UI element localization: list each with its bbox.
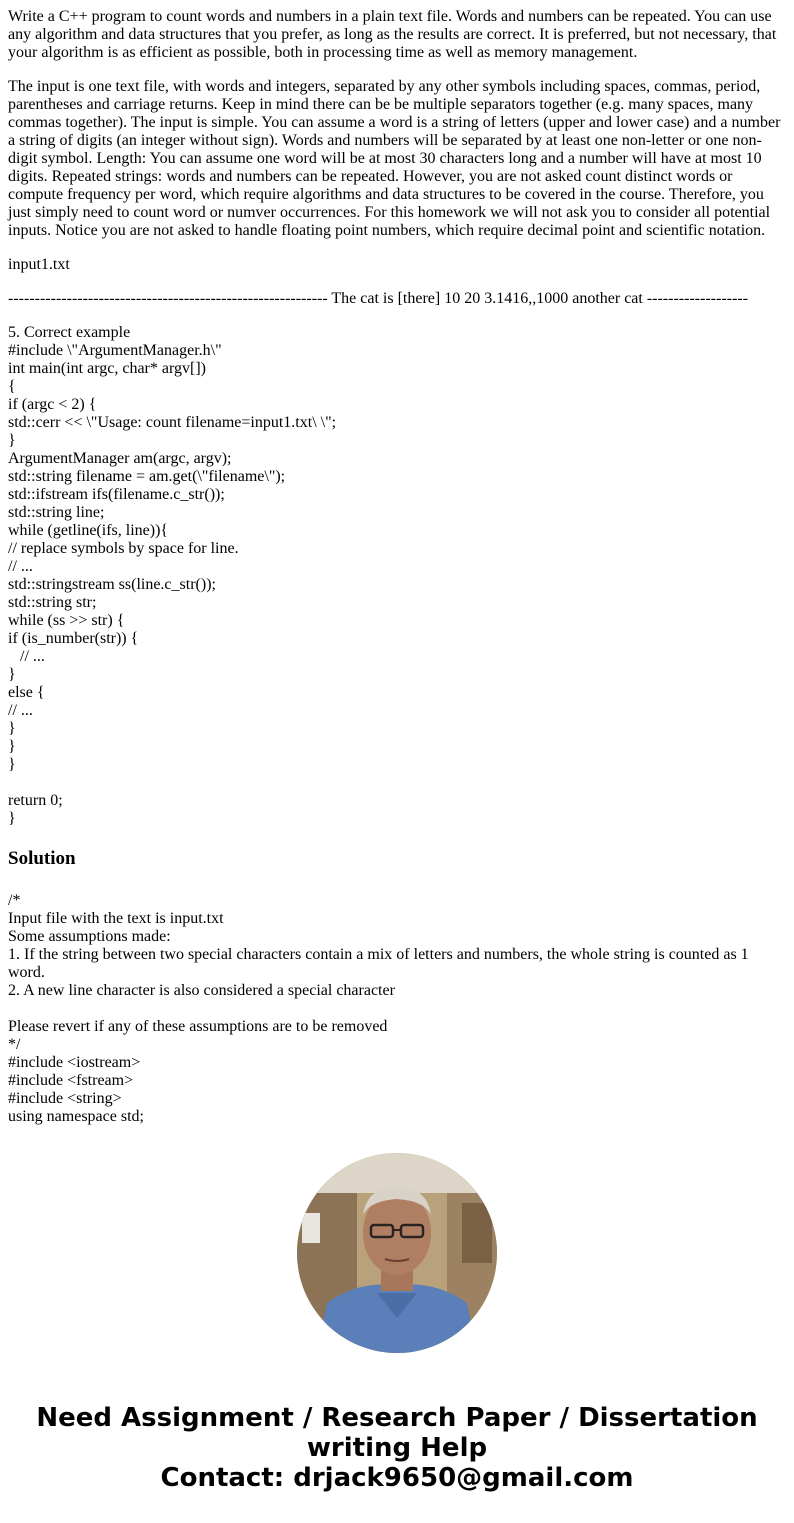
code-line: } [8, 756, 16, 773]
solution-line: #include <fstream> [8, 1072, 134, 1089]
code-line: else { [8, 684, 45, 701]
code-line: std::string line; [8, 504, 105, 521]
question-paragraph-2: The input is one text file, with words and integers, separated by any other symbols including spaces, commas, period, parentheses and carriage returns. Keep in mind there can be be multiple separators together (e.g. many spaces, many commas together). The input is simple. You can assume a word is a string of letters (upper and lower case) and a number a string of digits (an integer without sign). Words and numbers will be separated by at least one non-letter or one non-digit symbol. Length: You can assume one word will be at most 30 characters long and a number will have at most 10 digits. Repeated strings: words and numbers can be repeated. However, you are not asked count distinct words or compute frequency per word, which require algorithms and data structures to be covered in the course. Therefore, you just simply need to count word or numver occurrences. For this homework we will not ask you to consider all potential inputs. Notice you are not asked to handle floating point numbers, which require decimal point and scientific notation. [8, 78, 781, 239]
solution-line: #include <iostream> [8, 1054, 141, 1071]
code-line: // ... [8, 702, 33, 719]
solution-code-block [8, 892, 786, 1126]
code-line: std::string filename = am.get(\"filename\"); [8, 468, 286, 485]
example-code-block [8, 324, 786, 828]
contact-banner [0, 1403, 794, 1493]
code-line: std::ifstream ifs(filename.c_str()); [8, 486, 225, 503]
code-line: } [8, 432, 16, 449]
code-line: 5. Correct example [8, 324, 131, 341]
solution-line: using namespace std; [8, 1108, 144, 1125]
input-filename: input1.txt [8, 256, 70, 273]
banner-line-1: Need Assignment / Research Paper / Dissertation writing Help [36, 1403, 758, 1463]
solution-line: Some assumptions made: [8, 928, 171, 945]
code-line: return 0; [8, 792, 63, 809]
code-line: } [8, 720, 16, 737]
code-line: std::string str; [8, 594, 97, 611]
banner-line-2: Contact: drjack9650@gmail.com [160, 1463, 634, 1493]
code-line: std::cerr << \"Usage: count filename=input1.txt\ \"; [8, 414, 337, 431]
code-line: } [8, 666, 16, 683]
code-line: { [8, 378, 16, 395]
author-photo-image [297, 1153, 497, 1353]
code-line: #include \"ArgumentManager.h\" [8, 342, 222, 359]
code-line: if (argc < 2) { [8, 396, 97, 413]
code-line: if (is_number(str)) { [8, 630, 139, 647]
solution-line: #include <string> [8, 1090, 122, 1107]
solution-line: */ [8, 1036, 21, 1053]
solution-heading: Solution [8, 848, 76, 869]
code-line: ArgumentManager am(argc, argv); [8, 450, 232, 467]
code-line: } [8, 738, 16, 755]
solution-line: 2. A new line character is also considered a special character [8, 982, 395, 999]
question-paragraph-1: Write a C++ program to count words and numbers in a plain text file. Words and numbers can be repeated. You can use any algorithm and data structures that you prefer, as long as the results are correct. It is preferred, but not necessary, that your algorithm is as efficient as possible, both in processing time as well as memory management. [8, 8, 777, 61]
code-line: std::stringstream ss(line.c_str()); [8, 576, 216, 593]
solution-line: /* [8, 892, 21, 909]
solution-line: 1. If the string between two special characters contain a mix of letters and numbers, the whole string is counted as 1 word. [8, 946, 753, 981]
code-line: // ... [8, 648, 45, 665]
author-photo [297, 1153, 497, 1353]
solution-line: Please revert if any of these assumptions are to be removed [8, 1018, 388, 1035]
code-line: // replace symbols by space for line. [8, 540, 239, 557]
sample-input-line: ------------------------------------------------------------ The cat is [there] 10 20 3.1416,,1000 another cat ------------------- [8, 290, 749, 307]
blank-line [8, 774, 786, 792]
code-line: } [8, 810, 16, 827]
code-line: int main(int argc, char* argv[]) [8, 360, 206, 377]
code-line: while (getline(ifs, line)){ [8, 522, 169, 539]
solution-line: Input file with the text is input.txt [8, 910, 224, 927]
code-line: // ... [8, 558, 33, 575]
code-line: while (ss >> str) { [8, 612, 125, 629]
blank-line [8, 1000, 786, 1018]
